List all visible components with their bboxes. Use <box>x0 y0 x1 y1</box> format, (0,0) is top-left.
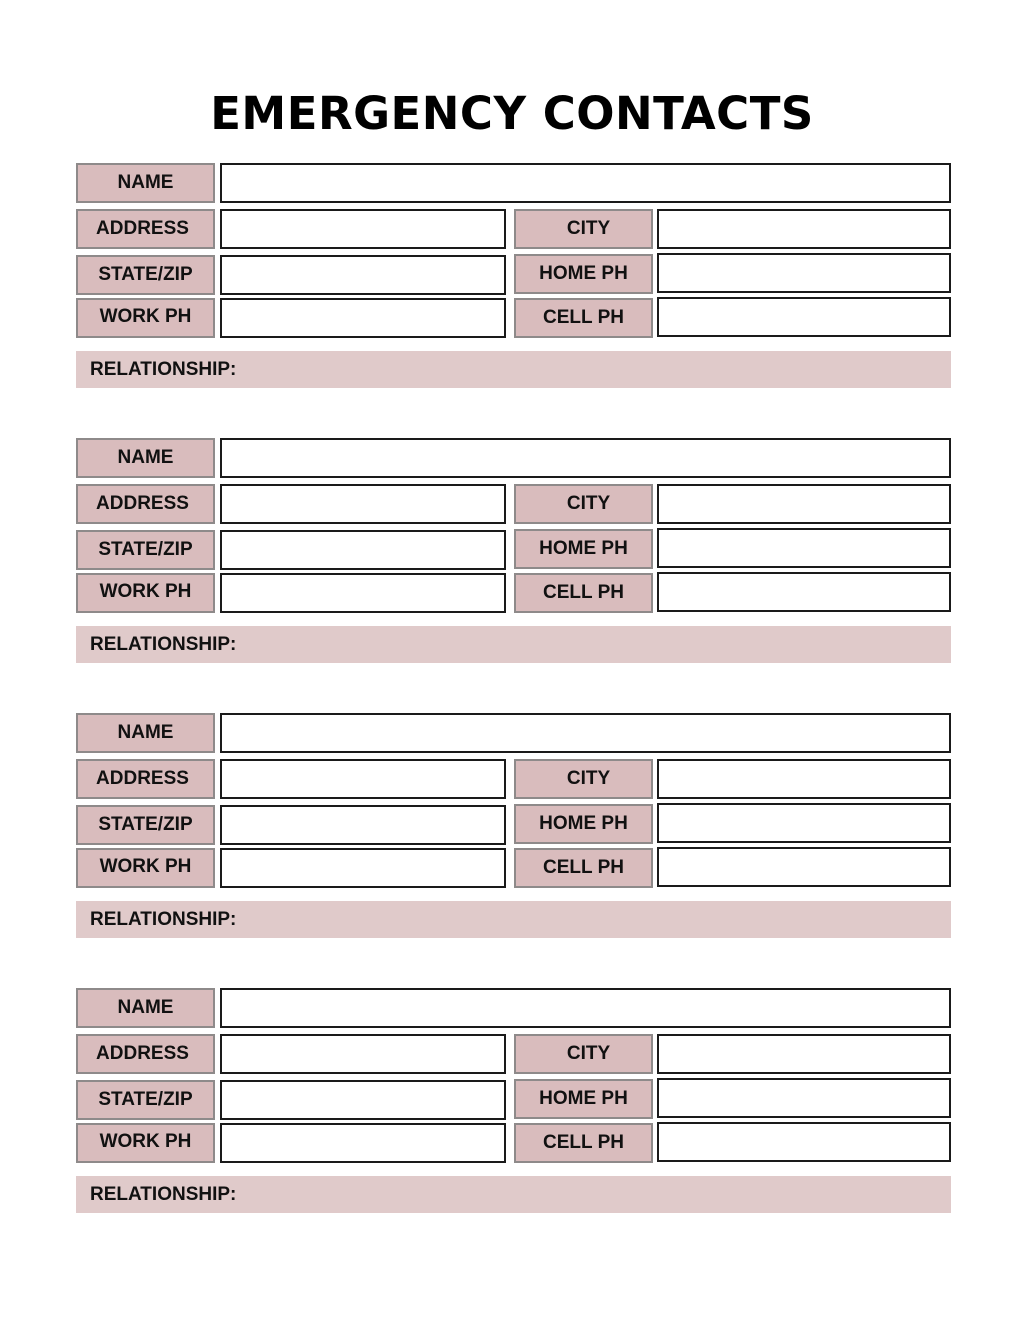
city-field[interactable] <box>657 209 951 249</box>
name-field[interactable] <box>220 163 951 203</box>
cell-ph-field[interactable] <box>657 297 951 337</box>
cell-ph-label: CELL PH <box>514 848 653 888</box>
name-field[interactable] <box>220 713 951 753</box>
cell-ph-label: CELL PH <box>514 1123 653 1163</box>
work-ph-label: WORK PH <box>76 573 215 613</box>
page-title: EMERGENCY CONTACTS <box>210 87 814 140</box>
state-zip-label: STATE/ZIP <box>76 530 215 570</box>
state-zip-label: STATE/ZIP <box>76 1080 215 1120</box>
name-label: NAME <box>76 438 215 478</box>
work-ph-field[interactable] <box>220 848 506 888</box>
work-ph-label: WORK PH <box>76 298 215 338</box>
state-zip-field[interactable] <box>220 1080 506 1120</box>
contact-block-4 <box>0 988 1024 1218</box>
home-ph-field[interactable] <box>657 528 951 568</box>
state-zip-field[interactable] <box>220 805 506 845</box>
city-field[interactable] <box>657 484 951 524</box>
city-field[interactable] <box>657 1034 951 1074</box>
home-ph-label: HOME PH <box>514 1079 653 1119</box>
home-ph-field[interactable] <box>657 253 951 293</box>
city-label: CITY <box>514 759 653 799</box>
name-field[interactable] <box>220 438 951 478</box>
contact-block-3 <box>0 713 1024 943</box>
address-field[interactable] <box>220 484 506 524</box>
relationship-bar[interactable] <box>76 901 951 938</box>
work-ph-label: WORK PH <box>76 1123 215 1163</box>
home-ph-label: HOME PH <box>514 529 653 569</box>
home-ph-field[interactable] <box>657 803 951 843</box>
relationship-label: RELATIONSHIP: <box>90 633 237 655</box>
state-zip-label: STATE/ZIP <box>76 805 215 845</box>
relationship-bar[interactable] <box>76 1176 951 1213</box>
relationship-label: RELATIONSHIP: <box>90 908 237 930</box>
home-ph-label: HOME PH <box>514 254 653 294</box>
state-zip-field[interactable] <box>220 255 506 295</box>
relationship-label: RELATIONSHIP: <box>90 1183 237 1205</box>
address-label: ADDRESS <box>76 484 215 524</box>
city-label: CITY <box>514 209 653 249</box>
address-field[interactable] <box>220 1034 506 1074</box>
cell-ph-field[interactable] <box>657 1122 951 1162</box>
name-label: NAME <box>76 988 215 1028</box>
relationship-bar[interactable] <box>76 351 951 388</box>
relationship-label: RELATIONSHIP: <box>90 358 237 380</box>
home-ph-field[interactable] <box>657 1078 951 1118</box>
contact-block-2 <box>0 438 1024 668</box>
address-field[interactable] <box>220 759 506 799</box>
state-zip-label: STATE/ZIP <box>76 255 215 295</box>
city-field[interactable] <box>657 759 951 799</box>
address-field[interactable] <box>220 209 506 249</box>
name-label: NAME <box>76 713 215 753</box>
address-label: ADDRESS <box>76 1034 215 1074</box>
name-field[interactable] <box>220 988 951 1028</box>
address-label: ADDRESS <box>76 209 215 249</box>
work-ph-field[interactable] <box>220 1123 506 1163</box>
cell-ph-label: CELL PH <box>514 298 653 338</box>
contact-block-1 <box>0 163 1024 393</box>
work-ph-field[interactable] <box>220 298 506 338</box>
city-label: CITY <box>514 1034 653 1074</box>
cell-ph-field[interactable] <box>657 847 951 887</box>
relationship-bar[interactable] <box>76 626 951 663</box>
state-zip-field[interactable] <box>220 530 506 570</box>
cell-ph-label: CELL PH <box>514 573 653 613</box>
home-ph-label: HOME PH <box>514 804 653 844</box>
name-label: NAME <box>76 163 215 203</box>
address-label: ADDRESS <box>76 759 215 799</box>
cell-ph-field[interactable] <box>657 572 951 612</box>
city-label: CITY <box>514 484 653 524</box>
work-ph-field[interactable] <box>220 573 506 613</box>
work-ph-label: WORK PH <box>76 848 215 888</box>
